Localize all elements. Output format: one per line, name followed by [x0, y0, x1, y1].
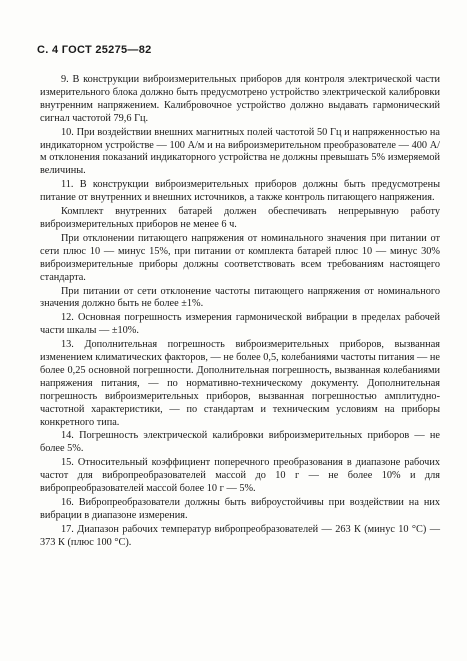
paragraph-11-batteries: Комплект внутренних батарей должен обеспечивать непрерывную работу виброизмерительных приборов не менее 6 ч. [40, 206, 440, 230]
document-body [40, 74, 440, 551]
paragraph-11-frequency-deviation: При питании от сети отклонение частоты питающего напряжения от номинального значения должно быть не более ±1%. [40, 285, 440, 310]
paragraph-17: 17. Диапазон рабочих температур вибропреобразователей — 263 К (минус 10 °С) — 373 К (плюс 100 °С). [40, 523, 440, 548]
paragraph-14: 14. Погрешность электрической калибровки виброизмерительных приборов — не более 5%. [40, 430, 440, 455]
paragraph-12: 12. Основная погрешность измерения гармонической вибрации в пределах рабочей части шкалы — ±10%. [40, 312, 440, 337]
paragraph-11-voltage-deviation: При отклонении питающего напряжения от номинального значения при питании от сети плюс 10 — минус 15%, при питании от комплекта батарей плюс 10 — минус 30% виброизмерительные приборы должны соответствовать всем требованиям настоящего стандарта. [40, 232, 440, 283]
paragraph-15: 15. Относительный коэффициент поперечного преобразования в диапазоне рабочих частот для вибропреобразователей массой до 10 г — не более 10% и для вибропреобразователей массой более 10 г — 5%. [40, 457, 440, 495]
paragraph-13: 13. Дополнительная погрешность виброизмерительных приборов, вызванная изменением климатических факторов, — не более 0,5, колебаниями частоты питания — не более 0,25 основной погрешности. Дополнительная погрешность, вызванная колебаниями напряжения питания, — по нормативно-техническому документу. Дополнительная погрешность виброизмерительных приборов, вызванная погрешностью амплитудно-частотной характеристики, — по стандартам и техническим условиям на приборы конкретного типа. [40, 339, 440, 428]
paragraph-16: 16. Вибропреобразователи должны быть виброустойчивы при воздействии на них вибрации в диапазоне измерения. [40, 497, 440, 521]
paragraph-10: 10. При воздействии внешних магнитных полей частотой 50 Гц и напряженностью на индикаторном устройстве — 100 А/м и на виброизмерительном преобразователе — 400 А/м отклонения показаний индикаторного устройства не должны превышать 5% измеряемой величины. [40, 126, 440, 177]
paragraph-11: 11. В конструкции виброизмерительных приборов должны быть предусмотрены питание от внутренних и внешних источников, а также контроль питающего напряжения. [40, 179, 440, 204]
page-header: С. 4 ГОСТ 25275—82 [37, 44, 152, 56]
paragraph-9: 9. В конструкции виброизмерительных приборов для контроля электрической части измерительного блока должно быть предусмотрено устройство электрической калибровки внутренним напряжением. Калибровочное устройство должно выдавать гармонический сигнал частотой 79,6 Гц. [40, 74, 440, 124]
